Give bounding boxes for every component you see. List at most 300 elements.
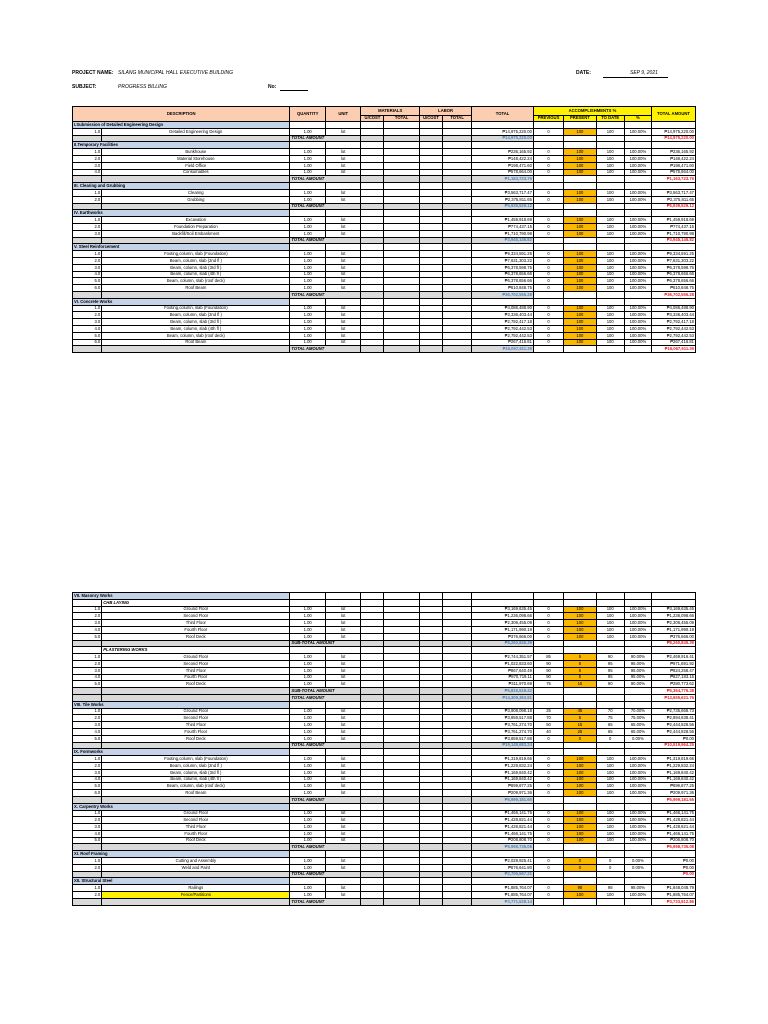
empty-cell <box>361 654 384 661</box>
item-unit: lot <box>325 660 361 667</box>
empty-cell <box>361 626 384 633</box>
item-number: 3.0 <box>73 769 102 776</box>
item-total: ₱2,375,811.65 <box>472 196 534 203</box>
empty-cell <box>419 626 442 633</box>
item-total-amount: ₱3,563,717.47 <box>652 189 696 196</box>
empty-cell <box>596 291 624 298</box>
empty-cell <box>652 210 696 217</box>
empty-cell <box>419 223 442 230</box>
empty-cell <box>472 593 534 600</box>
item-quantity: 1.00 <box>290 128 326 135</box>
line-item-row <box>73 162 696 169</box>
item-to-date: 95 <box>596 660 624 667</box>
section-header-row <box>73 593 696 600</box>
empty-cell <box>384 830 420 837</box>
empty-cell <box>442 722 471 729</box>
line-item-row <box>73 837 696 844</box>
item-total: ₱578,664.00 <box>472 169 534 176</box>
item-unit: lot <box>325 817 361 824</box>
item-total-amount: ₱1,459,918.69 <box>652 217 696 224</box>
item-percent: 100.00% <box>624 620 651 627</box>
empty-cell <box>442 183 471 190</box>
empty-cell <box>652 803 696 810</box>
empty-cell <box>361 244 384 251</box>
item-number: 4.0 <box>73 325 102 332</box>
item-unit: lot <box>325 756 361 763</box>
item-quantity: 1.00 <box>290 708 326 715</box>
item-to-date: 100 <box>596 756 624 763</box>
section-title: VI. Concrete Works <box>73 298 290 305</box>
total-accomplished-amount: ₱10,519,964.25 <box>652 742 696 749</box>
empty-cell <box>442 892 471 899</box>
empty-cell <box>73 688 102 695</box>
empty-cell <box>442 210 471 217</box>
col-unit: UNIT <box>325 107 361 122</box>
item-unit: lot <box>325 769 361 776</box>
item-previous: 0 <box>533 196 563 203</box>
empty-cell <box>442 715 471 722</box>
item-percent: 100.00% <box>624 149 651 156</box>
item-to-date: 100 <box>596 162 624 169</box>
empty-cell <box>442 298 471 305</box>
empty-cell <box>384 298 420 305</box>
item-total: ₱1,171,990.19 <box>472 626 534 633</box>
empty-cell <box>419 803 442 810</box>
item-present: 100 <box>564 633 596 640</box>
line-item-row <box>73 271 696 278</box>
empty-cell <box>290 878 326 885</box>
item-previous: 0 <box>533 620 563 627</box>
item-unit: lot <box>325 864 361 871</box>
item-quantity: 1.00 <box>290 162 326 169</box>
empty-cell <box>596 176 624 183</box>
empty-cell <box>533 694 563 701</box>
item-to-date: 100 <box>596 769 624 776</box>
project-name-label: PROJECT NAME: <box>72 70 114 76</box>
empty-cell <box>442 756 471 763</box>
empty-cell <box>419 858 442 865</box>
empty-cell <box>533 244 563 251</box>
item-description: Beam, column, slab (4th fl ) <box>102 776 290 783</box>
empty-cell <box>290 244 326 251</box>
item-number: 1.0 <box>73 810 102 817</box>
item-number: 4.0 <box>73 169 102 176</box>
empty-cell <box>419 871 442 878</box>
item-percent: 100.00% <box>624 162 651 169</box>
empty-cell <box>361 844 384 851</box>
empty-cell <box>361 183 384 190</box>
empty-cell <box>442 837 471 844</box>
empty-cell <box>419 298 442 305</box>
item-total: ₱9,334,591.25 <box>472 251 534 258</box>
empty-cell <box>384 339 420 346</box>
empty-cell <box>361 878 384 885</box>
item-present: 100 <box>564 162 596 169</box>
item-previous: 0 <box>533 189 563 196</box>
empty-cell <box>384 783 420 790</box>
item-description: Detailed Engineering Design <box>102 128 290 135</box>
item-percent: 90.00% <box>624 654 651 661</box>
empty-cell <box>596 647 624 654</box>
empty-cell <box>73 346 102 353</box>
empty-cell <box>325 647 361 654</box>
item-number: 5.0 <box>73 681 102 688</box>
total-row <box>73 291 696 298</box>
section-header-row <box>73 142 696 149</box>
item-total: ₱867,640.49 <box>472 667 534 674</box>
item-total: ₱14,975,220.00 <box>472 128 534 135</box>
subtotal-label: SUB-TOTAL AMOUNT <box>290 640 361 647</box>
item-unit: lot <box>325 606 361 613</box>
item-quantity: 1.00 <box>290 654 326 661</box>
subject-label: SUBJECT: <box>72 84 97 90</box>
empty-cell <box>384 128 420 135</box>
empty-cell <box>624 844 651 851</box>
empty-cell <box>361 251 384 258</box>
item-description: Fence/Partitions <box>102 892 290 899</box>
item-quantity: 1.00 <box>290 810 326 817</box>
empty-cell <box>564 871 596 878</box>
total-row <box>73 898 696 905</box>
item-total-amount: ₱2,444,828.56 <box>652 728 696 735</box>
empty-cell <box>325 142 361 149</box>
item-previous: 0 <box>533 769 563 776</box>
empty-cell <box>102 346 290 353</box>
empty-cell <box>361 660 384 667</box>
item-percent: 100.00% <box>624 332 651 339</box>
item-percent: 100.00% <box>624 251 651 258</box>
empty-cell <box>419 257 442 264</box>
empty-cell <box>361 701 384 708</box>
item-to-date: 100 <box>596 271 624 278</box>
line-item-row <box>73 660 696 667</box>
empty-cell <box>361 620 384 627</box>
empty-cell <box>361 271 384 278</box>
item-to-date: 100 <box>596 128 624 135</box>
item-percent: 0.00% <box>624 858 651 865</box>
empty-cell <box>596 851 624 858</box>
item-unit: lot <box>325 830 361 837</box>
empty-cell <box>624 346 651 353</box>
empty-cell <box>442 346 471 353</box>
item-to-date: 100 <box>596 837 624 844</box>
item-previous: 0 <box>533 837 563 844</box>
empty-cell <box>361 633 384 640</box>
item-description: Beam, column, slab (2nd fl ) <box>102 312 290 319</box>
item-number: 1.0 <box>73 217 102 224</box>
line-item-row <box>73 626 696 633</box>
empty-cell <box>102 844 290 851</box>
total-amount: ₱16,067,611.39 <box>472 346 534 353</box>
item-percent: 70.00% <box>624 708 651 715</box>
empty-cell <box>361 169 384 176</box>
empty-cell <box>442 742 471 749</box>
item-total-amount: ₱9,334,591.25 <box>652 251 696 258</box>
empty-cell <box>384 176 420 183</box>
item-to-date: 100 <box>596 285 624 292</box>
item-description: Roof Beam <box>102 285 290 292</box>
empty-cell <box>325 122 361 129</box>
empty-cell <box>442 305 471 312</box>
item-percent: 100.00% <box>624 776 651 783</box>
empty-cell <box>624 878 651 885</box>
section-title: II.Temporary Facilities <box>73 142 290 149</box>
empty-cell <box>533 142 563 149</box>
item-unit: lot <box>325 312 361 319</box>
item-percent: 90.00% <box>624 681 651 688</box>
item-percent: 100.00% <box>624 319 651 326</box>
total-label: TOTAL AMOUNT <box>290 898 361 905</box>
empty-cell <box>596 183 624 190</box>
item-unit: lot <box>325 251 361 258</box>
line-item-row <box>73 674 696 681</box>
item-present: 100 <box>564 271 596 278</box>
item-total-amount: ₱7,631,303.22 <box>652 257 696 264</box>
empty-cell <box>419 203 442 210</box>
empty-cell <box>442 667 471 674</box>
item-total: ₱3,563,717.47 <box>472 189 534 196</box>
item-total: ₱1,022,833.60 <box>472 660 534 667</box>
item-previous: 0 <box>533 162 563 169</box>
empty-cell <box>419 898 442 905</box>
line-item-row <box>73 667 696 674</box>
empty-cell <box>419 319 442 326</box>
item-unit: lot <box>325 824 361 831</box>
item-total: ₱6,378,656.66 <box>472 271 534 278</box>
empty-cell <box>564 701 596 708</box>
empty-cell <box>361 776 384 783</box>
item-total: ₱1,466,141.75 <box>472 810 534 817</box>
total-label: TOTAL AMOUNT <box>290 871 361 878</box>
item-total-amount: ₱774,437.15 <box>652 223 696 230</box>
item-percent: 100.00% <box>624 155 651 162</box>
empty-cell <box>596 244 624 251</box>
empty-cell <box>384 715 420 722</box>
item-description: Beam, column, slab (3rd fl ) <box>102 769 290 776</box>
empty-cell <box>442 647 471 654</box>
line-item-row <box>73 230 696 237</box>
item-quantity: 1.00 <box>290 722 326 729</box>
item-present: 100 <box>564 257 596 264</box>
empty-cell <box>442 155 471 162</box>
empty-cell <box>384 742 420 749</box>
empty-cell <box>442 291 471 298</box>
item-unit: lot <box>325 332 361 339</box>
item-total-amount: ₱971,691.92 <box>652 660 696 667</box>
empty-cell <box>384 620 420 627</box>
line-item-row <box>73 312 696 319</box>
empty-cell <box>419 715 442 722</box>
item-description: Fourth Floor <box>102 830 290 837</box>
item-present: 5 <box>564 674 596 681</box>
item-quantity: 1.00 <box>290 223 326 230</box>
empty-cell <box>73 176 102 183</box>
item-previous: 0 <box>533 251 563 258</box>
empty-cell <box>596 844 624 851</box>
line-item-row <box>73 769 696 776</box>
item-number: 5.0 <box>73 837 102 844</box>
item-present: 0 <box>564 735 596 742</box>
item-total-amount: ₱2,375,811.65 <box>652 196 696 203</box>
empty-cell <box>533 176 563 183</box>
empty-cell <box>419 640 442 647</box>
item-total: ₱3,859,517.88 <box>472 735 534 742</box>
item-previous: 0 <box>533 155 563 162</box>
item-number: 5.0 <box>73 783 102 790</box>
item-description: Third Floor <box>102 722 290 729</box>
subsection-title: CHB LAYING <box>102 599 290 606</box>
empty-cell <box>73 640 102 647</box>
total-accomplished-amount: ₱5,999,181.65 <box>652 796 696 803</box>
item-unit: lot <box>325 162 361 169</box>
item-total: ₱1,169,840.42 <box>472 769 534 776</box>
item-percent: 100.00% <box>624 278 651 285</box>
item-previous: 90 <box>533 667 563 674</box>
item-present: 15 <box>564 681 596 688</box>
empty-cell <box>361 858 384 865</box>
item-present: 98 <box>564 885 596 892</box>
empty-cell <box>442 135 471 142</box>
total-row <box>73 203 696 210</box>
item-present: 100 <box>564 810 596 817</box>
item-unit: lot <box>325 735 361 742</box>
item-present: 100 <box>564 837 596 844</box>
empty-cell <box>361 135 384 142</box>
item-quantity: 1.00 <box>290 264 326 271</box>
total-accomplished-amount: ₱0.00 <box>652 871 696 878</box>
item-description: Third Floor <box>102 620 290 627</box>
empty-cell <box>325 599 361 606</box>
item-previous: 0 <box>533 892 563 899</box>
item-total: ₱7,631,303.22 <box>472 257 534 264</box>
item-unit: lot <box>325 264 361 271</box>
empty-cell <box>419 122 442 129</box>
total-amount: ₱5,939,529.12 <box>472 203 534 210</box>
item-unit: lot <box>325 722 361 729</box>
empty-cell <box>325 244 361 251</box>
empty-cell <box>361 898 384 905</box>
empty-cell <box>419 742 442 749</box>
empty-cell <box>361 319 384 326</box>
item-present: 100 <box>564 312 596 319</box>
item-description: Second Floor <box>102 715 290 722</box>
empty-cell <box>442 640 471 647</box>
line-item-row <box>73 149 696 156</box>
empty-cell <box>624 749 651 756</box>
item-description: Second Floor <box>102 817 290 824</box>
item-present: 100 <box>564 830 596 837</box>
item-unit: lot <box>325 715 361 722</box>
empty-cell <box>533 803 563 810</box>
empty-cell <box>564 742 596 749</box>
empty-cell <box>384 210 420 217</box>
billing-table-page1 <box>72 106 696 353</box>
line-item-row <box>73 278 696 285</box>
empty-cell <box>384 189 420 196</box>
item-previous: 0 <box>533 285 563 292</box>
line-item-row <box>73 654 696 661</box>
item-description: Ground Floor <box>102 654 290 661</box>
item-quantity: 1.00 <box>290 681 326 688</box>
empty-cell <box>384 824 420 831</box>
item-previous: 25 <box>533 708 563 715</box>
empty-cell <box>442 599 471 606</box>
empty-cell <box>419 196 442 203</box>
item-to-date: 100 <box>596 626 624 633</box>
item-total: ₱1,428,821.44 <box>472 817 534 824</box>
empty-cell <box>442 122 471 129</box>
empty-cell <box>442 285 471 292</box>
empty-cell <box>442 851 471 858</box>
item-present: 100 <box>564 769 596 776</box>
empty-cell <box>442 898 471 905</box>
item-to-date: 100 <box>596 325 624 332</box>
empty-cell <box>652 298 696 305</box>
empty-cell <box>102 742 290 749</box>
empty-cell <box>73 742 102 749</box>
subject-value: PROGRESS BILLING <box>118 84 167 90</box>
empty-cell <box>361 647 384 654</box>
empty-cell <box>419 688 442 695</box>
item-to-date: 100 <box>596 230 624 237</box>
item-description: Second Floor <box>102 613 290 620</box>
item-percent: 100.00% <box>624 824 651 831</box>
empty-cell <box>384 251 420 258</box>
empty-cell <box>325 593 361 600</box>
line-item-row <box>73 613 696 620</box>
item-to-date: 90 <box>596 654 624 661</box>
line-item-row <box>73 332 696 339</box>
line-item-row <box>73 783 696 790</box>
empty-cell <box>419 155 442 162</box>
empty-cell <box>564 291 596 298</box>
subsection-header-row <box>73 599 696 606</box>
item-to-date: 100 <box>596 620 624 627</box>
empty-cell <box>73 796 102 803</box>
item-to-date: 70 <box>596 708 624 715</box>
empty-cell <box>102 291 290 298</box>
item-total-amount: ₱376,666.00 <box>652 633 696 640</box>
empty-cell <box>533 796 563 803</box>
empty-cell <box>361 742 384 749</box>
col-present: PRESENT <box>564 116 596 122</box>
empty-cell <box>361 278 384 285</box>
item-description: Beam, column, slab (4th fl ) <box>102 325 290 332</box>
empty-cell <box>102 688 290 695</box>
item-total: ₱1,169,840.42 <box>472 776 534 783</box>
empty-cell <box>361 305 384 312</box>
item-quantity: 1.00 <box>290 864 326 871</box>
item-number: 3.0 <box>73 667 102 674</box>
empty-cell <box>361 892 384 899</box>
item-quantity: 1.00 <box>290 728 326 735</box>
line-item-row <box>73 189 696 196</box>
total-amount: ₱14,975,220.00 <box>472 135 534 142</box>
empty-cell <box>361 728 384 735</box>
total-accomplished-amount: ₱36,702,555.28 <box>652 291 696 298</box>
line-item-row <box>73 776 696 783</box>
empty-cell <box>419 251 442 258</box>
empty-cell <box>564 803 596 810</box>
item-number: 2.0 <box>73 762 102 769</box>
empty-cell <box>442 278 471 285</box>
empty-cell <box>442 325 471 332</box>
item-previous: 0 <box>533 230 563 237</box>
item-number: 3.0 <box>73 230 102 237</box>
item-unit: lot <box>325 681 361 688</box>
empty-cell <box>384 871 420 878</box>
item-description: Third Floor <box>102 667 290 674</box>
